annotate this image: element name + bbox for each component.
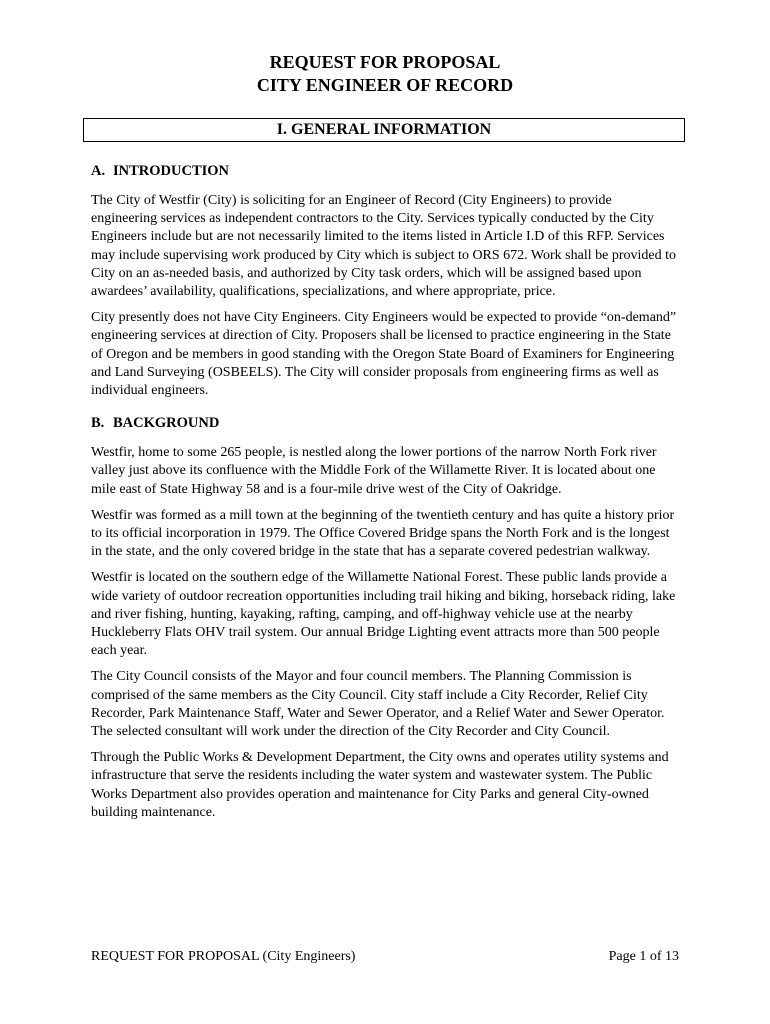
background-paragraph: Westfir is located on the southern edge of the Willamette National Forest. These public lands provide a wide variety of outdoor recreation opportunities including trail hiking and biking, horseback riding, lake and river fishing, hunting, kayaking, rafting, camping, and off-highway vehicle use at the nearby Huckleberry Flats OHV trail system. Our annual Bridge Lighting event attracts more than 500 people each year.: [91, 570, 676, 659]
introduction-paragraph: The City of Westfir (City) is soliciting for an Engineer of Record (City Engineers) to provide engineering services as independent contractors to the City. Services typically conducted by the City Engineers include but are not necessarily limited to the items listed in Article I.D of this RFP. Services may include supervising work produced by City which is subject to ORS 672. Work shall be provided to City on an as-needed basis, and authorized by City task orders, which will be assigned based upon awardees’ availability, qualifications, specializations, and where appropriate, price.: [91, 193, 676, 300]
footer-document-title: REQUEST FOR PROPOSAL (City Engineers): [91, 949, 356, 964]
introduction-heading-text: INTRODUCTION: [113, 163, 230, 179]
document-title-line2: CITY ENGINEER OF RECORD: [256, 75, 514, 95]
section-heading-box: I. GENERAL INFORMATION: [83, 118, 685, 142]
introduction-paragraph: City presently does not have City Engineers. City Engineers would be expected to provide “on-demand” engineering services at direction of City. Proposers shall be licensed to practice engineering in the State of Oregon and be members in good standing with the Oregon State Board of Examiners for Engineering and Land Surveying (OSBEELS). The City will consider proposals from engineering firms as well as individual engineers.: [91, 310, 677, 399]
background-paragraph: Westfir was formed as a mill town at the beginning of the twentieth century and has quite a history prior to its official incorporation in 1979. The Office Covered Bridge spans the North Fork and is the longest in the state, and the only covered bridge in the state that has a separate covered pedestrian walkway.: [91, 507, 675, 560]
background-paragraph: The City Council consists of the Mayor and four council members. The Planning Commission is comprised of the same members as the City Council. City staff include a City Recorder, Relief City Recorder, Park Maintenance Staff, Water and Sewer Operator, and a Relief Water and Sewer Operator. The selected consultant will work under the direction of the City Recorder and City Council.: [91, 669, 665, 740]
background-paragraph: Westfir, home to some 265 people, is nestled along the lower portions of the narrow North Fork river valley just above its confluence with the Middle Fork of the Willamette River. It is located about one mile east of State Highway 58 and is a four-mile drive west of the City of Oakridge.: [91, 445, 657, 497]
document-title-line1: REQUEST FOR PROPOSAL: [269, 52, 501, 72]
background-heading-text: BACKGROUND: [113, 415, 220, 432]
introduction-heading: [91, 162, 681, 180]
background-paragraph: Through the Public Works & Development Department, the City owns and operates utility systems and infrastructure that serve the residents including the water system and wastewater system. The Public Works Department also provides operation and maintenance for City Parks and general City-owned building maintenance.: [91, 750, 669, 820]
document-body: [91, 162, 681, 830]
introduction-heading-letter: A.: [91, 163, 106, 179]
background-heading: [91, 414, 681, 432]
background-heading-letter: B.: [91, 415, 105, 432]
footer-page-number: Page 1 of 13: [608, 949, 679, 964]
